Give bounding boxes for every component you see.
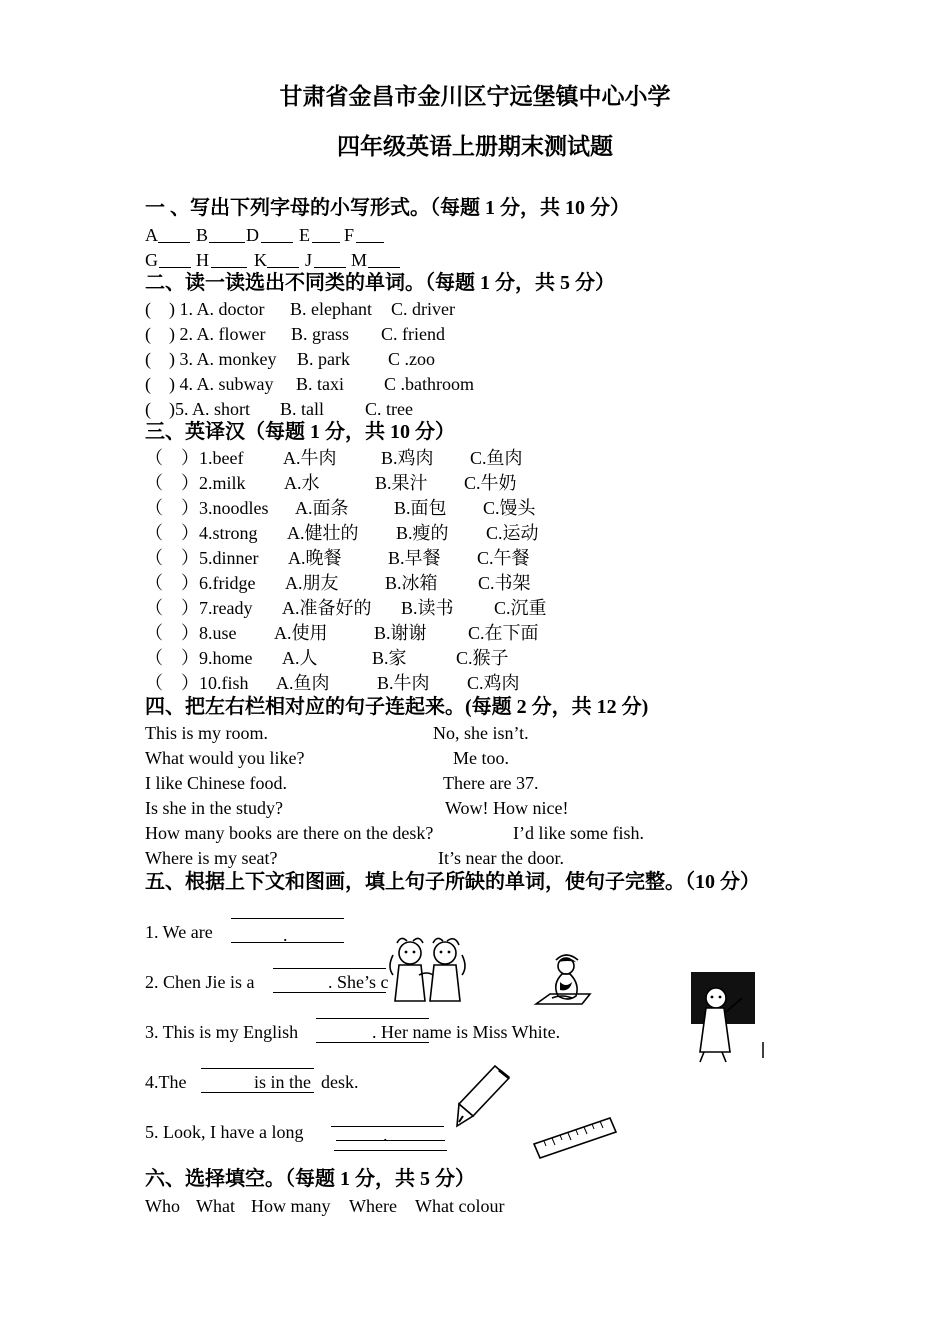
section-5-heading: 五、根据上下文和图画，填上句子所缺的单词，使句子完整。（10 分） xyxy=(145,871,760,893)
option-b: B.读书 xyxy=(401,598,454,618)
left-sentence[interactable]: What would you like? xyxy=(145,748,305,768)
option-b: B.面包 xyxy=(394,498,447,518)
option-b: B.早餐 xyxy=(388,548,441,568)
option-c: C.运动 xyxy=(486,523,539,543)
option-b: B. tall xyxy=(280,399,324,419)
fill-question-3-tail: . Her name is Miss White. xyxy=(372,1022,561,1042)
fill-question-2: 2. Chen Jie is a xyxy=(145,972,255,992)
option-c: C .bathroom xyxy=(384,374,474,394)
section-2-heading: 二、读一读选出不同类的单词。（每题 1 分，共 5 分） xyxy=(145,272,615,294)
letter: B xyxy=(196,225,209,245)
option-b: B. park xyxy=(297,349,350,369)
answer-blank[interactable] xyxy=(314,267,346,268)
option-b: B.鸡肉 xyxy=(381,448,434,468)
word-item: （ ）4.strong xyxy=(145,523,258,543)
word-bank-item: How many xyxy=(251,1196,331,1216)
section-1-heading: 一 、写出下列字母的小写形式。（每题 1 分，共 10 分） xyxy=(145,197,630,219)
teacher-at-blackboard-picture xyxy=(688,970,768,1065)
option-a: A.水 xyxy=(284,473,320,493)
fill-question-2-tail: . She’s c xyxy=(328,972,389,992)
right-sentence[interactable]: No, she isn’t. xyxy=(433,723,529,743)
letter: J xyxy=(305,250,313,270)
option-c: C. driver xyxy=(391,299,455,319)
word-item: （ ）2.milk xyxy=(145,473,246,493)
answer-blank[interactable] xyxy=(231,918,344,919)
word-item: （ ）7.ready xyxy=(145,598,253,618)
word-bank-item: What colour xyxy=(415,1196,505,1216)
option-c: C.午餐 xyxy=(477,548,530,568)
section-4-heading: 四、把左右栏相对应的句子连起来。(每题 2 分，共 12 分) xyxy=(145,696,649,718)
answer-blank[interactable] xyxy=(267,267,299,268)
question-item: ( ) 1. A. doctor xyxy=(145,299,265,319)
option-a: A.牛肉 xyxy=(283,448,337,468)
option-a: A.面条 xyxy=(295,498,349,518)
word-item: （ ）10.fish xyxy=(145,673,249,693)
option-c: C. friend xyxy=(381,324,445,344)
answer-blank[interactable] xyxy=(368,267,400,268)
word-bank-item: What xyxy=(196,1196,235,1216)
option-c: C.书架 xyxy=(478,573,531,593)
option-a: A.鱼肉 xyxy=(276,673,330,693)
word-item: （ ）5.dinner xyxy=(145,548,259,568)
word-item: （ ）3.noodles xyxy=(145,498,269,518)
dancer-picture xyxy=(532,952,594,1016)
period: . xyxy=(383,1125,388,1145)
fill-question-4: 4.The xyxy=(145,1072,187,1092)
answer-blank[interactable] xyxy=(201,1068,314,1069)
option-b: B.冰箱 xyxy=(385,573,438,593)
right-sentence[interactable]: Me too. xyxy=(453,748,509,768)
option-b: B. taxi xyxy=(296,374,344,394)
answer-blank[interactable] xyxy=(159,267,191,268)
option-c: C.牛奶 xyxy=(464,473,517,493)
option-b: B. grass xyxy=(291,324,349,344)
right-sentence[interactable]: It’s near the door. xyxy=(438,848,564,868)
option-b: B.谢谢 xyxy=(374,623,427,643)
two-girls-friends-picture xyxy=(385,935,477,1005)
answer-blank[interactable] xyxy=(209,242,245,243)
pencil-picture xyxy=(455,1062,515,1130)
option-c: C.猴子 xyxy=(456,648,509,668)
letter: D xyxy=(246,225,259,245)
question-item: ( ) 3. A. monkey xyxy=(145,349,277,369)
question-item: ( ) 4. A. subway xyxy=(145,374,274,394)
left-sentence[interactable]: How many books are there on the desk? xyxy=(145,823,434,843)
option-c: C.鱼肉 xyxy=(470,448,523,468)
word-item: （ ）1.beef xyxy=(145,448,244,468)
option-a: A.健壮的 xyxy=(287,523,359,543)
option-c: C. tree xyxy=(365,399,413,419)
section-6-heading: 六、选择填空。（每题 1 分，共 5 分） xyxy=(145,1168,475,1190)
option-c: C .zoo xyxy=(388,349,435,369)
word-item: （ ）8.use xyxy=(145,623,237,643)
right-sentence[interactable]: I’d like some fish. xyxy=(513,823,644,843)
answer-blank[interactable] xyxy=(261,242,293,243)
left-sentence[interactable]: Where is my seat? xyxy=(145,848,278,868)
word-bank-item: Who xyxy=(145,1196,180,1216)
answer-blank[interactable] xyxy=(331,1126,444,1127)
option-a: A.人 xyxy=(282,648,318,668)
option-a: A.晚餐 xyxy=(288,548,342,568)
right-sentence[interactable]: Wow! How nice! xyxy=(445,798,569,818)
letter: F xyxy=(344,225,355,245)
paper-subtitle: 四年级英语上册期末测试题 xyxy=(337,134,613,159)
fill-question-1: 1. We are xyxy=(145,922,213,942)
option-c: C.沉重 xyxy=(494,598,547,618)
option-c: C.馒头 xyxy=(483,498,536,518)
option-b: B.果汁 xyxy=(375,473,428,493)
left-sentence[interactable]: Is she in the study? xyxy=(145,798,283,818)
word-bank-item: Where xyxy=(349,1196,397,1216)
ruler-picture xyxy=(530,1114,620,1166)
option-b: B. elephant xyxy=(290,299,372,319)
answer-blank[interactable] xyxy=(334,1150,447,1151)
left-sentence[interactable]: This is my room. xyxy=(145,723,269,743)
option-b: B.家 xyxy=(372,648,407,668)
period: . xyxy=(283,925,288,945)
fill-question-3: 3. This is my English xyxy=(145,1022,299,1042)
answer-blank[interactable] xyxy=(312,242,340,243)
option-b: B.牛肉 xyxy=(377,673,430,693)
letter: G xyxy=(145,250,158,270)
letter: E xyxy=(299,225,310,245)
fill-question-4-middle: is in the xyxy=(254,1072,311,1092)
option-c: C.在下面 xyxy=(468,623,539,643)
letter: A xyxy=(145,225,158,245)
option-b: B.瘦的 xyxy=(396,523,449,543)
answer-blank[interactable] xyxy=(316,1018,429,1019)
question-item: ( )5. A. short xyxy=(145,399,250,419)
answer-blank[interactable] xyxy=(356,242,384,243)
word-item: （ ）9.home xyxy=(145,648,253,668)
answer-blank[interactable] xyxy=(336,1140,445,1141)
letter: K xyxy=(254,250,267,270)
answer-blank[interactable] xyxy=(158,242,190,243)
paper-title: 甘肃省金昌市金川区宁远堡镇中心小学 xyxy=(279,84,671,109)
left-sentence[interactable]: I like Chinese food. xyxy=(145,773,287,793)
fill-question-5: 5. Look, I have a long xyxy=(145,1122,304,1142)
word-item: （ ）6.fridge xyxy=(145,573,256,593)
letter: M xyxy=(351,250,368,270)
section-3-heading: 三、英译汉（每题 1 分，共 10 分） xyxy=(145,421,455,443)
fill-question-4-tail: desk. xyxy=(321,1072,359,1092)
right-sentence[interactable]: There are 37. xyxy=(443,773,539,793)
answer-blank[interactable] xyxy=(211,267,247,268)
letter: H xyxy=(196,250,209,270)
option-a: A.准备好的 xyxy=(282,598,372,618)
answer-blank[interactable] xyxy=(273,968,386,969)
question-item: ( ) 2. A. flower xyxy=(145,324,266,344)
option-a: A.使用 xyxy=(274,623,328,643)
answer-blank[interactable] xyxy=(231,942,344,943)
option-a: A.朋友 xyxy=(285,573,339,593)
option-c: C.鸡肉 xyxy=(467,673,520,693)
